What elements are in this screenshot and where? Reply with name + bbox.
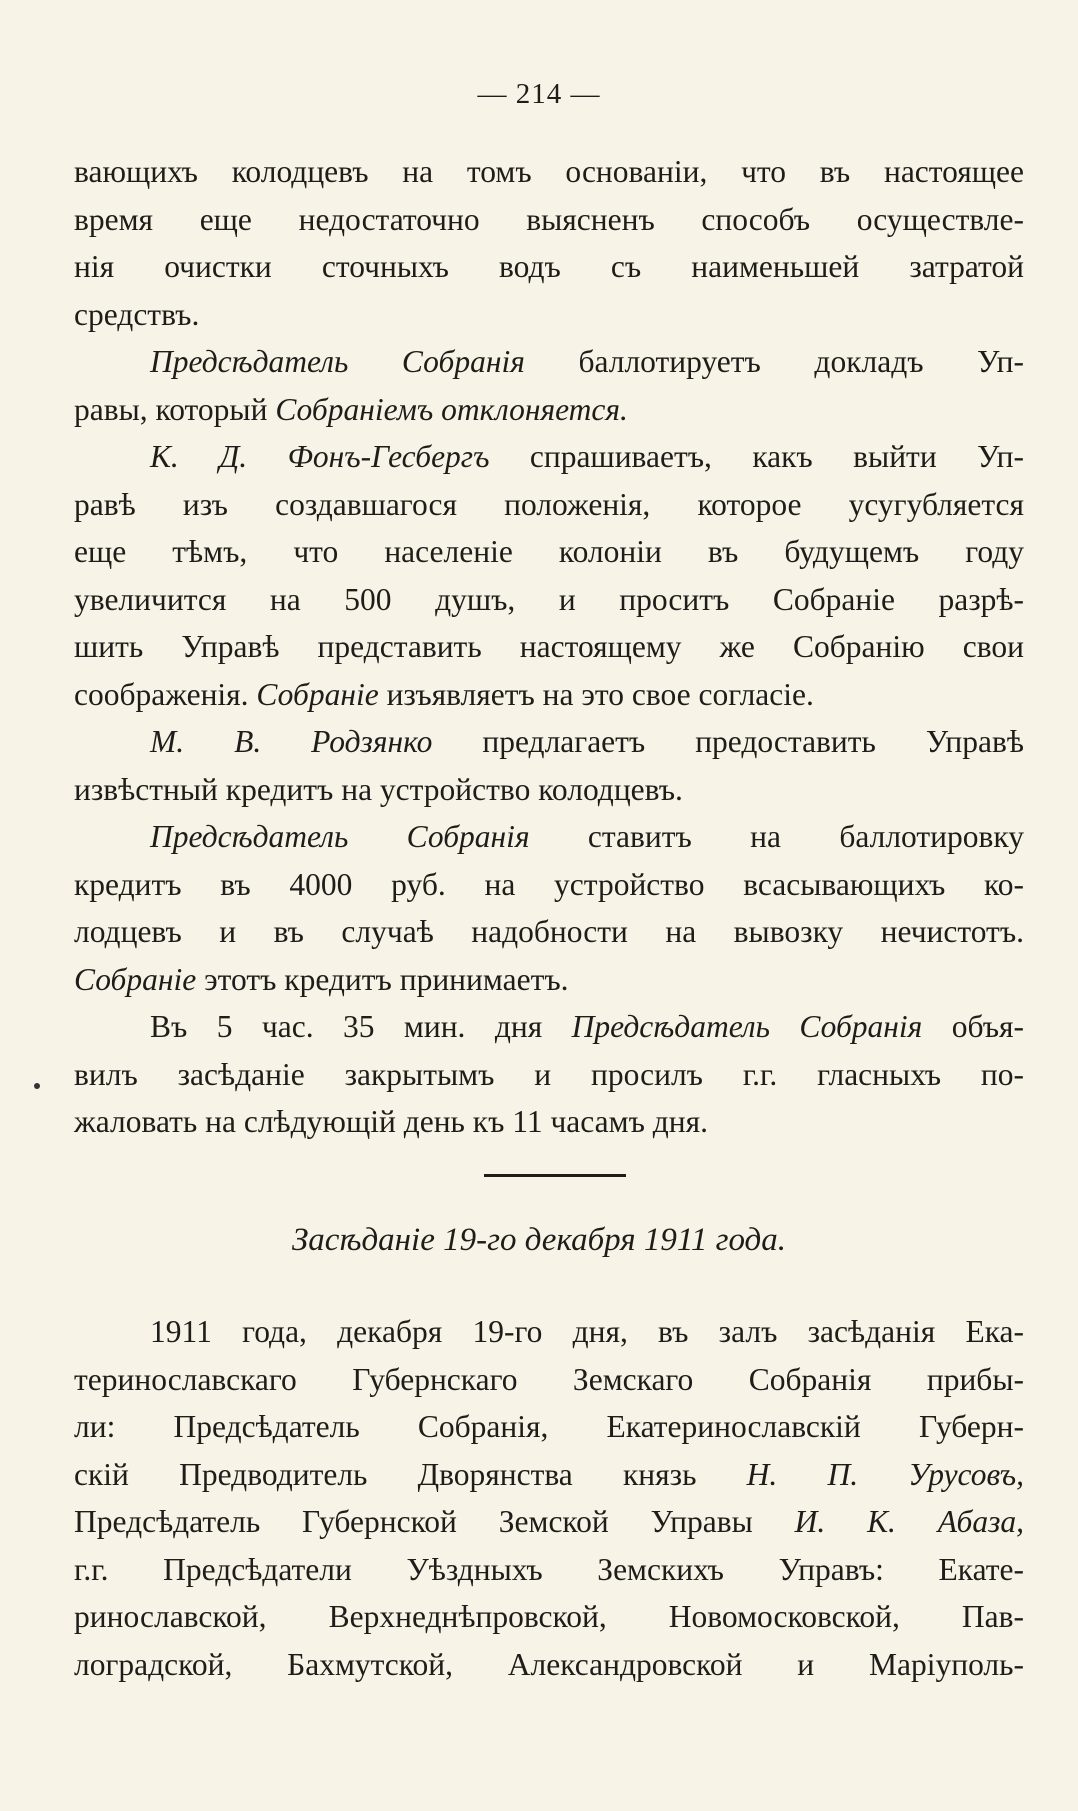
text-line (74, 433, 1024, 481)
text-run: извѣстный кредитъ на устройство колодцевъ. (74, 771, 683, 807)
text-line (74, 1498, 1024, 1546)
text-run: жаловать на слѣдующій день къ 11 часамъ дня. (74, 1104, 708, 1139)
text-line (74, 1641, 1024, 1689)
page-number: — 214 — (477, 78, 601, 110)
text-run: равѣ изъ создавшагося положенія, которое усугубляется (74, 486, 1024, 522)
text-run: ли: Предсѣдатель Собранія, Екатеринославскій Губерн- (74, 1409, 1024, 1444)
text-run: Въ 5 час. 35 мин. дня (150, 1009, 572, 1044)
text-run: предлагаетъ предоставить Управѣ (432, 724, 1024, 759)
text-line (74, 1098, 1024, 1146)
text-run: время еще недостаточно выясненъ способъ осуществле- (74, 201, 1024, 237)
italic-name: И. К. Абаза, (794, 1504, 1024, 1539)
text-line (74, 528, 1024, 576)
text-run: увеличится на 500 душъ, и проситъ Собраніе разрѣ- (74, 581, 1024, 617)
text-line (74, 148, 1024, 196)
text-run: г.г. Предсѣдатели Уѣздныхъ Земскихъ Управъ: Екате- (74, 1551, 1024, 1587)
text-line (74, 718, 1024, 766)
text-line (74, 623, 1024, 671)
italic-name: Н. П. Урусовъ, (746, 1456, 1024, 1492)
italic-name: Собраніемъ отклоняется. (275, 391, 628, 427)
text-run: соображенія. (74, 676, 257, 712)
section-divider (484, 1174, 626, 1177)
text-run: баллотируетъ докладъ Уп- (524, 344, 1024, 379)
text-line (74, 386, 1024, 434)
text-line (74, 1593, 1024, 1641)
text-line (74, 956, 1024, 1004)
text-line (74, 243, 1024, 291)
italic-name: Собраніе (256, 676, 379, 712)
text-run: вилъ засѣданіе закрытымъ и просилъ г.г. гласныхъ по- (74, 1056, 1024, 1092)
italic-name: Предсѣдатель Собранія (571, 1009, 923, 1044)
text-line (74, 766, 1024, 814)
text-run: объя- (922, 1009, 1025, 1044)
text-line (74, 671, 1024, 719)
text-run: кредитъ въ 4000 руб. на устройство всасывающихъ ко- (74, 866, 1024, 902)
text-run: нія очистки сточныхъ водъ съ наименьшей затратой (74, 249, 1024, 284)
text-run: ставитъ на баллотировку (529, 819, 1025, 854)
text-line (74, 291, 1024, 339)
text-line (74, 908, 1024, 956)
text-run: еще тѣмъ, что населеніе колоніи въ будущемъ году (74, 534, 1024, 569)
italic-name: Предсѣдатель Собранія (150, 819, 530, 854)
text-run: равы, который (74, 391, 276, 427)
text-line (74, 481, 1024, 529)
margin-mark (34, 1083, 40, 1089)
text-run: средствъ. (74, 296, 200, 332)
italic-name: М. В. Родзянко (150, 724, 433, 759)
text-run: изъявляетъ на это свое согласіе. (378, 676, 814, 712)
text-run: лоградской, Бахмутской, Александровской и Маріуполь- (74, 1646, 1024, 1682)
italic-name: К. Д. Фонъ-Гесбергъ (150, 439, 490, 474)
text-run: скій Предводитель Дворянства князь (74, 1456, 747, 1492)
text-line (74, 1403, 1024, 1451)
text-line (74, 1546, 1024, 1594)
text-block-1 (74, 148, 1024, 1146)
text-run: спрашиваетъ, какъ выйти Уп- (489, 439, 1024, 474)
italic-name: Собраніе (74, 961, 197, 997)
text-line (74, 861, 1024, 909)
text-run: лодцевъ и въ случаѣ надобности на вывозку нечистотъ. (74, 914, 1024, 949)
text-run: теринославскаго Губернскаго Земскаго Собранія прибы- (74, 1361, 1024, 1397)
text-line (74, 1308, 1024, 1356)
text-line (74, 338, 1024, 386)
text-run: Предсѣдатель Губернской Земской Управы (74, 1504, 795, 1539)
text-line (74, 1051, 1024, 1099)
text-run: этотъ кредитъ принимаетъ. (196, 961, 569, 997)
text-line (74, 576, 1024, 624)
text-run: 1911 года, декабря 19-го дня, въ залъ засѣданія Ека- (150, 1314, 1024, 1349)
text-line (74, 813, 1024, 861)
italic-name: Предсѣдатель Собранія (150, 344, 525, 379)
text-run: вающихъ колодцевъ на томъ основаніи, что въ настоящее (74, 154, 1024, 189)
text-run: шить Управѣ представить настоящему же Собранію свои (74, 629, 1024, 664)
text-line (74, 1003, 1024, 1051)
text-line (74, 1356, 1024, 1404)
text-block-2 (74, 1308, 1024, 1688)
text-run: ринославской, Верхнеднѣпровской, Новомосковской, Пав- (74, 1599, 1024, 1634)
text-line (74, 196, 1024, 244)
text-line (74, 1451, 1024, 1499)
section-heading: Засѣданіе 19-го декабря 1911 года. (291, 1222, 787, 1258)
